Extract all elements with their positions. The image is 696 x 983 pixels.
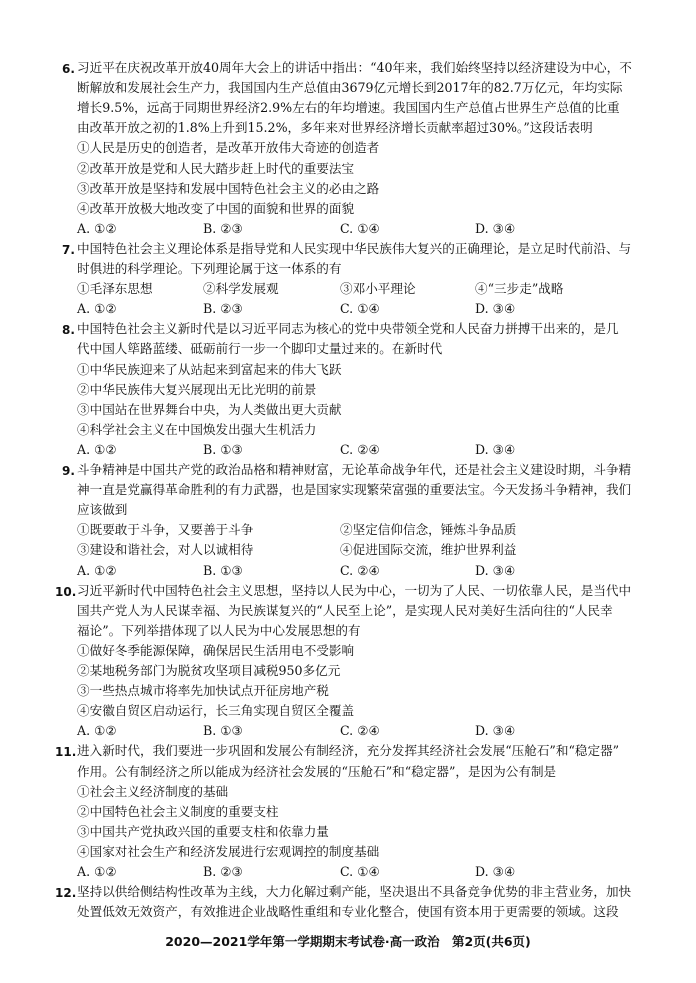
question-stem-line-text: 进入新时代，我们要进一步巩固和发展公有制经济，充分发挥其经济社会发展“压舱石”和“稳定器”: [77, 743, 620, 759]
choice-item: [77, 784, 637, 800]
choice-item: [77, 402, 637, 418]
answer-option: A. ①②: [77, 723, 117, 739]
answer-option: C. ①④: [340, 220, 380, 236]
question-stem-line: [77, 60, 637, 76]
choice-item: [77, 683, 637, 699]
question-stem-line-text: 代中国人筚路蓝缕、砥砺前行一步一个脚印丈量过来的。在新时代: [77, 341, 443, 357]
answer-option: B. ①③: [203, 723, 243, 739]
question-number: 6.: [62, 62, 75, 76]
question-stem-line-text: 作用。公有制经济之所以能成为经济社会发展的“压舱石”和“稳定器”，是因为公有制是: [77, 763, 557, 779]
choice-item: [77, 422, 637, 438]
choice-item: ③邓小平理论: [340, 281, 416, 297]
question-stem-line-text: 坚持以供给侧结构性改革为主线，大力化解过剩产能，坚决退出不具备竞争优势的非主营业务，加快: [77, 884, 632, 900]
answer-options: [77, 563, 637, 579]
question-stem-line-text: 国共产党人为人民谋幸福、为民族谋复兴的“人民至上论”，是实现人民对美好生活向往的“人民幸: [77, 602, 613, 618]
choice-item: [77, 824, 637, 840]
question-stem-line: [77, 120, 637, 136]
choice-item: [77, 643, 637, 659]
answer-option: B. ①③: [203, 441, 243, 457]
footer-exam-title: 2020—2021学年第一学期期末考试卷·高一政治: [165, 934, 440, 949]
choice-item: ④“三步走”战略: [475, 281, 564, 297]
question-stem-line: [77, 904, 637, 920]
footer-page-number: 第2页(共6页): [451, 934, 531, 949]
choice-item-text: ③中国共产党执政兴国的重要支柱和依靠力量: [77, 823, 329, 839]
question-stem-line: [77, 603, 637, 619]
answer-option: A. ①②: [77, 562, 117, 578]
choice-item-text: ②改革开放是党和人民大踏步赶上时代的重要法宝: [77, 160, 355, 176]
question-stem-line: [77, 241, 637, 257]
question-number: 11.: [55, 745, 77, 760]
answer-option: A. ①②: [77, 220, 117, 236]
answer-option: C. ②④: [340, 723, 380, 739]
question-stem-line: [77, 100, 637, 116]
question-stem-line: [77, 321, 637, 337]
answer-option: C. ②④: [340, 441, 380, 457]
choice-item: ①毛泽东思想: [77, 281, 153, 297]
answer-option: D. ③④: [475, 301, 516, 317]
answer-options: [77, 442, 637, 458]
choice-items-pair: [77, 542, 637, 558]
answer-option: A. ①②: [77, 441, 117, 457]
choice-item-text: ③中国站在世界舞台中央，为人类做出更大贡献: [77, 401, 342, 417]
answer-options: [77, 221, 637, 237]
answer-option: D. ③④: [475, 864, 516, 879]
choice-items-pair: [77, 522, 637, 538]
choice-item: [77, 703, 637, 719]
question-number: 10.: [55, 584, 77, 599]
choice-item: [77, 181, 637, 197]
answer-option: D. ③④: [475, 562, 516, 578]
question-stem-line: [77, 583, 637, 599]
choice-item-text: ①做好冬季能源保障，确保居民生活用电不受影响: [77, 642, 355, 658]
choice-item: ②坚定信仰信念，锤炼斗争品质: [340, 522, 517, 538]
choice-item: [77, 161, 637, 177]
question-stem-line-text: 中国特色社会主义理论体系是指导党和人民实现中华民族伟大复兴的正确理论，是立足时代前沿、与: [77, 240, 632, 256]
choice-item: ②科学发展观: [203, 281, 279, 297]
question-stem-line: [77, 80, 637, 96]
question-stem-line: [77, 743, 637, 759]
answer-options: [77, 864, 637, 880]
choice-item-text: ④科学社会主义在中国焕发出强大生机活力: [77, 421, 317, 437]
choice-item-text: ②中国特色社会主义制度的重要支柱: [77, 803, 279, 819]
choice-item-text: ①社会主义经济制度的基础: [77, 783, 229, 799]
choice-items-row: [77, 281, 637, 297]
answer-option: B. ②③: [203, 864, 243, 879]
choice-item: [77, 140, 637, 156]
question-number: 7.: [62, 242, 75, 257]
answer-option: D. ③④: [475, 441, 516, 457]
choice-item-text: ④安徽自贸区启动运行，长三角实现自贸区全覆盖: [77, 703, 355, 719]
question-stem-line: [77, 462, 637, 478]
question-stem-line-text: 神一直是党赢得革命胜利的有力武器，也是国家实现繁荣富强的重要法宝。今天发扬斗争精神，我们: [77, 482, 632, 498]
answer-options: [77, 723, 637, 739]
answer-option: B. ②③: [203, 301, 243, 317]
question-stem-line: [77, 884, 637, 900]
question-stem-line-text: 增长9.5%，远高于同期世界经济2.9%左右的年均增速。我国国内生产总值占世界生产总值的比重: [77, 100, 620, 116]
answer-option: B. ②③: [203, 220, 243, 236]
question-stem-line: [77, 502, 637, 518]
choice-item-text: ②中华民族伟大复兴展现出无比光明的前景: [77, 381, 317, 397]
answer-option: C. ①④: [340, 864, 380, 879]
answer-option: D. ③④: [475, 220, 516, 236]
question-stem-line-text: 断解放和发展社会生产力，我国国内生产总值由3679亿元增长到2017年的82.7万亿元，年均实际: [77, 80, 623, 96]
question-stem-line: [77, 623, 637, 639]
question-stem-line-text: 习近平新时代中国特色社会主义思想，坚持以人民为中心，一切为了人民、一切依靠人民，是当代中: [77, 582, 632, 598]
choice-item-text: ③一些热点城市将率先加快试点开征房地产税: [77, 683, 329, 699]
question-stem-line-text: 斗争精神是中国共产党的政治品格和精神财富，无论革命战争年代，还是社会主义建设时期，斗争精: [77, 462, 632, 477]
answer-option: C. ①④: [340, 301, 380, 317]
choice-item: ③建设和谐社会，对人以诚相待: [77, 542, 254, 558]
question-number: 9.: [62, 464, 75, 478]
question-stem-line: [77, 482, 637, 498]
choice-item: [77, 382, 637, 398]
choice-item-text: ①人民是历史的创造者，是改革开放伟大奇迹的创造者: [77, 140, 380, 156]
choice-item: [77, 663, 637, 679]
answer-option: A. ①②: [77, 301, 117, 317]
answer-option: D. ③④: [475, 723, 516, 739]
question-stem-line-text: 由改革开放之初的1.8%上升到15.2%，多年来对世界经济增长贡献率超过30%。”这段话表明: [77, 120, 593, 136]
choice-item-text: ①中华民族迎来了从站起来到富起来的伟大飞跃: [77, 361, 342, 377]
question-stem-line-text: 应该做到: [77, 502, 128, 518]
choice-item: ①既要敢于斗争，又要善于斗争: [77, 522, 254, 538]
choice-item: [77, 844, 637, 860]
answer-option: C. ②④: [340, 562, 380, 578]
question-stem-line-text: 中国特色社会主义新时代是以习近平同志为核心的党中央带领全党和人民奋力拼搏干出来的，是几: [77, 321, 619, 337]
choice-item-text: ③改革开放是坚持和发展中国特色社会主义的必由之路: [77, 180, 380, 196]
choice-item-text: ②某地税务部门为脱贫攻坚项目减税950多亿元: [77, 663, 341, 678]
question-stem-line-text: 处置低效无效资产，有效推进企业战略性重组和专业化整合，使国有资本用于更需要的领域。这段: [77, 904, 619, 920]
question-stem-line: [77, 764, 637, 780]
question-stem-line-text: 时俱进的科学理论。下列理论属于这一体系的有: [77, 261, 342, 276]
answer-option: B. ①③: [203, 562, 243, 578]
choice-item: [77, 362, 637, 378]
answer-option: A. ①②: [77, 864, 117, 879]
question-number: 12.: [55, 886, 77, 901]
question-stem-line: [77, 261, 637, 277]
choice-item-text: ④改革开放极大地改变了中国的面貌和世界的面貌: [77, 200, 355, 216]
choice-item: [77, 201, 637, 217]
page-footer: [0, 932, 696, 950]
question-number: 8.: [62, 323, 75, 338]
question-stem-line-text: 福论”。下列举措体现了以人民为中心发展思想的有: [77, 622, 361, 638]
question-stem-line-text: 习近平在庆祝改革开放40周年大会上的讲话中指出：“40年来，我们始终坚持以经济建设为中心，不: [77, 60, 632, 75]
choice-item: [77, 804, 637, 820]
answer-options: [77, 301, 637, 317]
choice-item: ④促进国际交流，维护世界利益: [340, 542, 517, 558]
choice-item-text: ④国家对社会生产和经济发展进行宏观调控的制度基础: [77, 843, 380, 859]
question-stem-line: [77, 341, 637, 357]
